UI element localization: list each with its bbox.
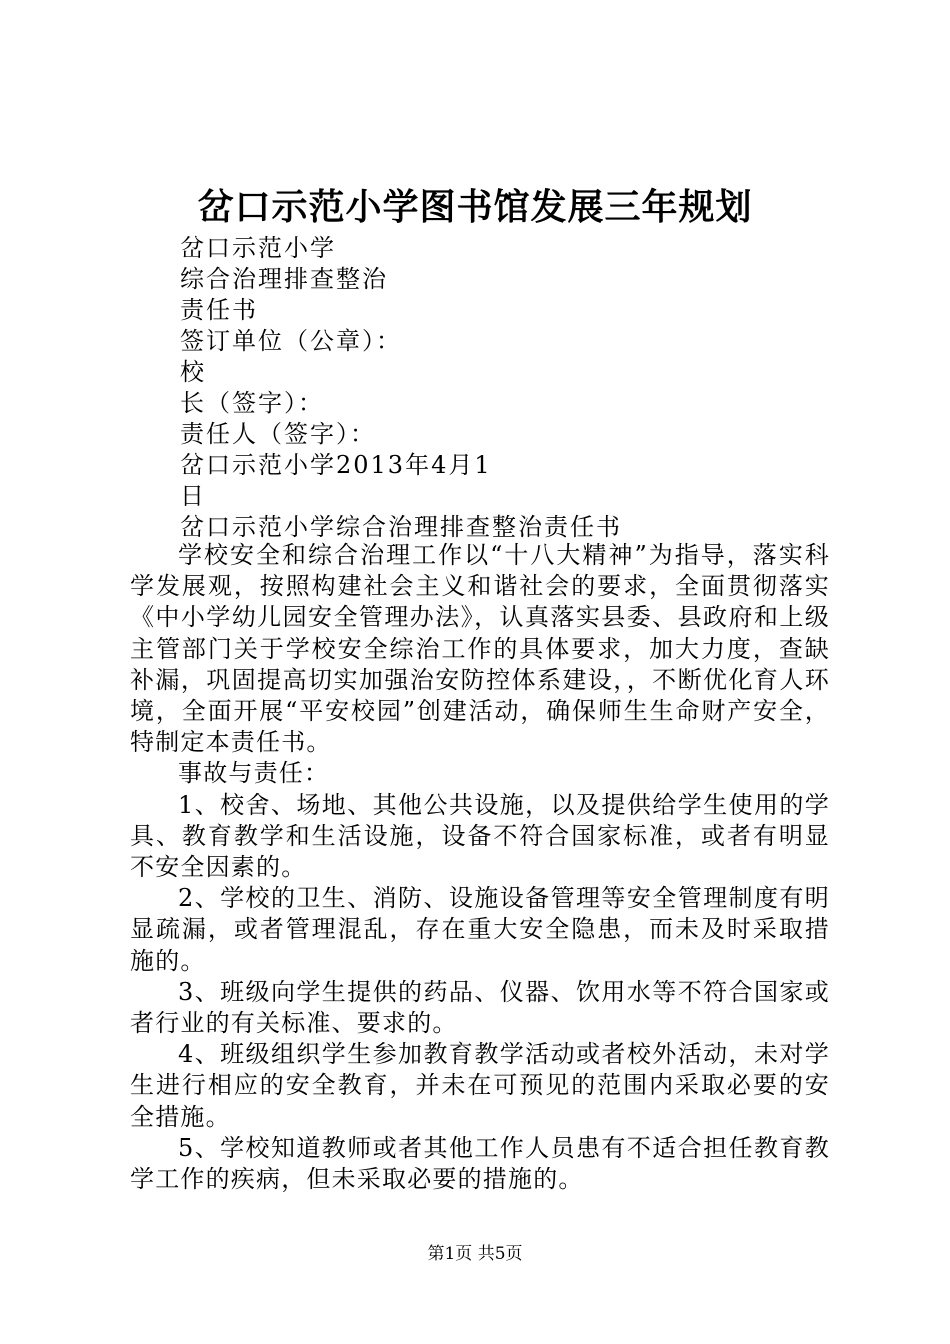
paragraph-item-2: 2、学校的卫生、消防、设施设备管理等安全管理制度有明显疏漏，或者管理混乱，存在重大安全隐患，而未及时采取措施的。 — [130, 884, 830, 975]
header-block — [180, 233, 840, 543]
document-title: 岔口示范小学图书馆发展三年规划 — [197, 187, 753, 228]
header-line-principal-b: 长（签字）： — [180, 389, 324, 417]
body-text — [130, 540, 830, 1195]
header-line-date-b: 日 — [180, 482, 206, 510]
header-line-school: 岔口示范小学 — [180, 234, 336, 262]
paragraph-item-3: 3、班级向学生提供的药品、仪器、饮用水等不符合国家或者行业的有关标准、要求的。 — [130, 977, 830, 1038]
header-line-date-a: 岔口示范小学2013年4月1 — [180, 451, 492, 479]
header-line-responsible: 责任人（签字）： — [180, 420, 376, 448]
page-footer: 第1页 共5页 — [427, 1244, 523, 1264]
paragraph-heading: 事故与责任： — [178, 759, 330, 788]
paragraph-intro: 学校安全和综合治理工作以“十八大精神”为指导，落实科学发展观，按照构建社会主义和谐社会的要求，全面贯彻落实《中小学幼儿园安全管理办法》，认真落实县委、县政府和上级主管部门关于学校安全综治工作的具体要求，加大力度，查缺补漏，巩固提高切实加强治安防控体系建设，，不断优化育人环境，全面开展“平安校园”创建活动，确保师生生命财产安全，特制定本责任书。 — [130, 541, 830, 757]
header-line-subject: 综合治理排查整治 — [180, 265, 388, 293]
paragraph-item-4: 4、班级组织学生参加教育教学活动或者校外活动，未对学生进行相应的安全教育，并未在可预见的范围内采取必要的安全措施。 — [130, 1040, 830, 1131]
header-line-full-title: 岔口示范小学综合治理排查整治责任书 — [180, 513, 622, 541]
paragraph-item-5: 5、学校知道教师或者其他工作人员患有不适合担任教育教学工作的疾病，但未采取必要的措施的。 — [130, 1133, 830, 1194]
header-line-principal-a: 校 — [180, 358, 206, 386]
header-line-signing-unit: 签订单位（公章）： — [180, 327, 402, 355]
header-line-doc-type: 责任书 — [180, 296, 258, 324]
paragraph-item-1: 1、校舍、场地、其他公共设施，以及提供给学生使用的学具、教育教学和生活设施，设备不符合国家标准，或者有明显不安全因素的。 — [130, 790, 830, 882]
